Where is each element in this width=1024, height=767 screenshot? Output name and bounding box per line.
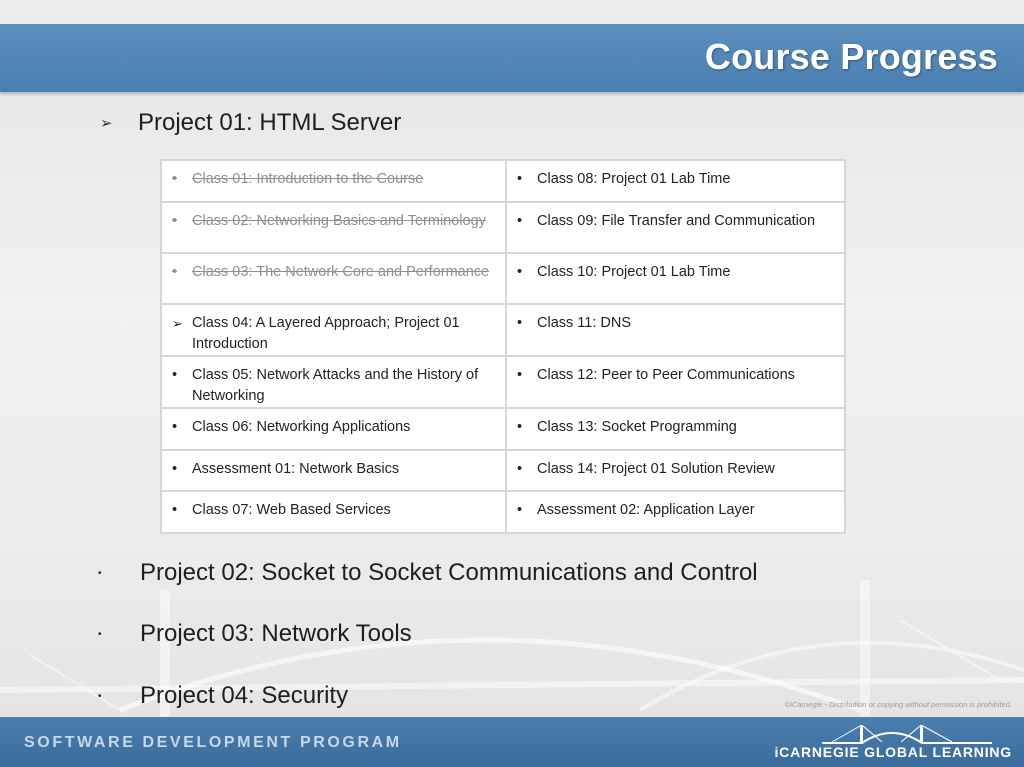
table-cell-left — [161, 491, 506, 533]
class-item — [172, 417, 495, 438]
bullet-icon: • — [172, 171, 178, 187]
table-cell-right — [506, 356, 845, 408]
class-item — [517, 417, 834, 438]
table-row — [161, 491, 845, 533]
table-row — [161, 202, 845, 253]
bridge-logo-icon — [822, 721, 992, 745]
class-item — [172, 459, 495, 480]
bullet-icon: • — [172, 367, 178, 383]
class-item-text: Class 12: Peer to Peer Communications — [537, 367, 795, 383]
bullet-icon: • — [172, 264, 178, 280]
table-cell-left — [161, 356, 506, 408]
bullet-icon: • — [517, 171, 523, 187]
project-item-text: Project 03: Network Tools — [140, 620, 412, 647]
bullet-icon: • — [517, 461, 523, 477]
class-item — [172, 365, 495, 407]
class-item-text: Assessment 01: Network Basics — [192, 461, 400, 477]
class-item — [517, 459, 834, 480]
top-strip — [0, 0, 1024, 24]
bullet-icon: • — [172, 419, 178, 435]
table-row — [161, 356, 845, 408]
class-item — [517, 211, 834, 232]
table-row — [161, 408, 845, 450]
class-item — [517, 262, 834, 283]
class-item — [172, 211, 495, 232]
bullet-icon: • — [517, 264, 523, 280]
program-name: SOFTWARE DEVELOPMENT PROGRAM — [24, 734, 402, 751]
table-cell-right — [506, 160, 845, 202]
table-cell-right — [506, 304, 845, 356]
bullet-icon: • — [98, 628, 102, 640]
table-cell-left — [161, 408, 506, 450]
bullet-icon: • — [517, 315, 523, 331]
class-item-text: Class 06: Networking Applications — [192, 419, 411, 435]
table-row — [161, 160, 845, 202]
arrow-bullet-icon: ➢ — [100, 115, 113, 132]
class-item-text: Class 02: Networking Basics and Terminology — [192, 213, 486, 229]
class-item-text: Class 10: Project 01 Lab Time — [537, 264, 731, 280]
class-item — [517, 365, 834, 386]
class-item — [172, 313, 495, 355]
table-cell-left — [161, 450, 506, 491]
class-item-text: Assessment 02: Application Layer — [537, 502, 755, 518]
bullet-icon: • — [517, 367, 523, 383]
class-item — [172, 262, 495, 283]
slide-title: Course Progress — [704, 36, 998, 77]
class-item-text: Class 09: File Transfer and Communication — [537, 213, 816, 229]
class-item-text: Class 11: DNS — [537, 315, 632, 331]
class-item — [517, 313, 834, 334]
class-item-text: Class 14: Project 01 Solution Review — [537, 461, 775, 477]
table-cell-right — [506, 491, 845, 533]
bullet-icon: • — [172, 213, 178, 229]
class-item — [172, 500, 495, 521]
copyright-notice: ©iCarnegie - Distribution or copying without permission is prohibited. — [784, 700, 1012, 709]
bullet-icon: • — [517, 419, 523, 435]
table-cell-left — [161, 202, 506, 253]
bullet-icon: • — [172, 502, 178, 518]
class-item-text: Class 08: Project 01 Lab Time — [537, 171, 731, 187]
section-heading — [100, 108, 401, 138]
table-cell-left — [161, 304, 506, 356]
project-item — [96, 558, 758, 588]
table-cell-left — [161, 160, 506, 202]
project-item — [96, 681, 348, 711]
class-item-text: Class 07: Web Based Services — [192, 502, 391, 518]
table-cell-right — [506, 202, 845, 253]
bullet-icon: • — [98, 567, 102, 579]
bullet-icon: • — [517, 502, 523, 518]
header-bar — [0, 24, 1024, 92]
class-item-text: Class 05: Network Attacks and the History of Networking — [192, 367, 479, 404]
class-item-text: Class 01: Introduction to the Course — [192, 171, 424, 187]
table-cell-right — [506, 450, 845, 491]
bullet-icon: • — [517, 213, 523, 229]
table-cell-left — [161, 253, 506, 304]
table-cell-right — [506, 408, 845, 450]
class-item-text: Class 04: A Layered Approach; Project 01 Introduction — [192, 315, 460, 352]
table-cell-right — [506, 253, 845, 304]
class-item-text: Class 13: Socket Programming — [537, 419, 737, 435]
section-heading-text: Project 01: HTML Server — [138, 109, 402, 136]
class-item — [517, 169, 834, 190]
class-item — [172, 169, 495, 190]
bullet-icon: • — [172, 461, 178, 477]
class-item — [517, 500, 834, 521]
bullet-icon: • — [98, 690, 102, 702]
project-item — [96, 619, 412, 649]
table-row — [161, 450, 845, 491]
project-item-text: Project 04: Security — [140, 682, 349, 709]
course-schedule-table — [160, 159, 846, 534]
arrow-bullet-icon: ➢ — [172, 316, 183, 331]
table-row — [161, 253, 845, 304]
company-logo: iCARNEGIE GLOBAL LEARNING — [774, 744, 1012, 760]
project-item-text: Project 02: Socket to Socket Communications and Control — [140, 559, 758, 586]
footer-bar — [0, 717, 1024, 767]
table-row — [161, 304, 845, 356]
class-item-text: Class 03: The Network Core and Performance — [192, 264, 490, 280]
